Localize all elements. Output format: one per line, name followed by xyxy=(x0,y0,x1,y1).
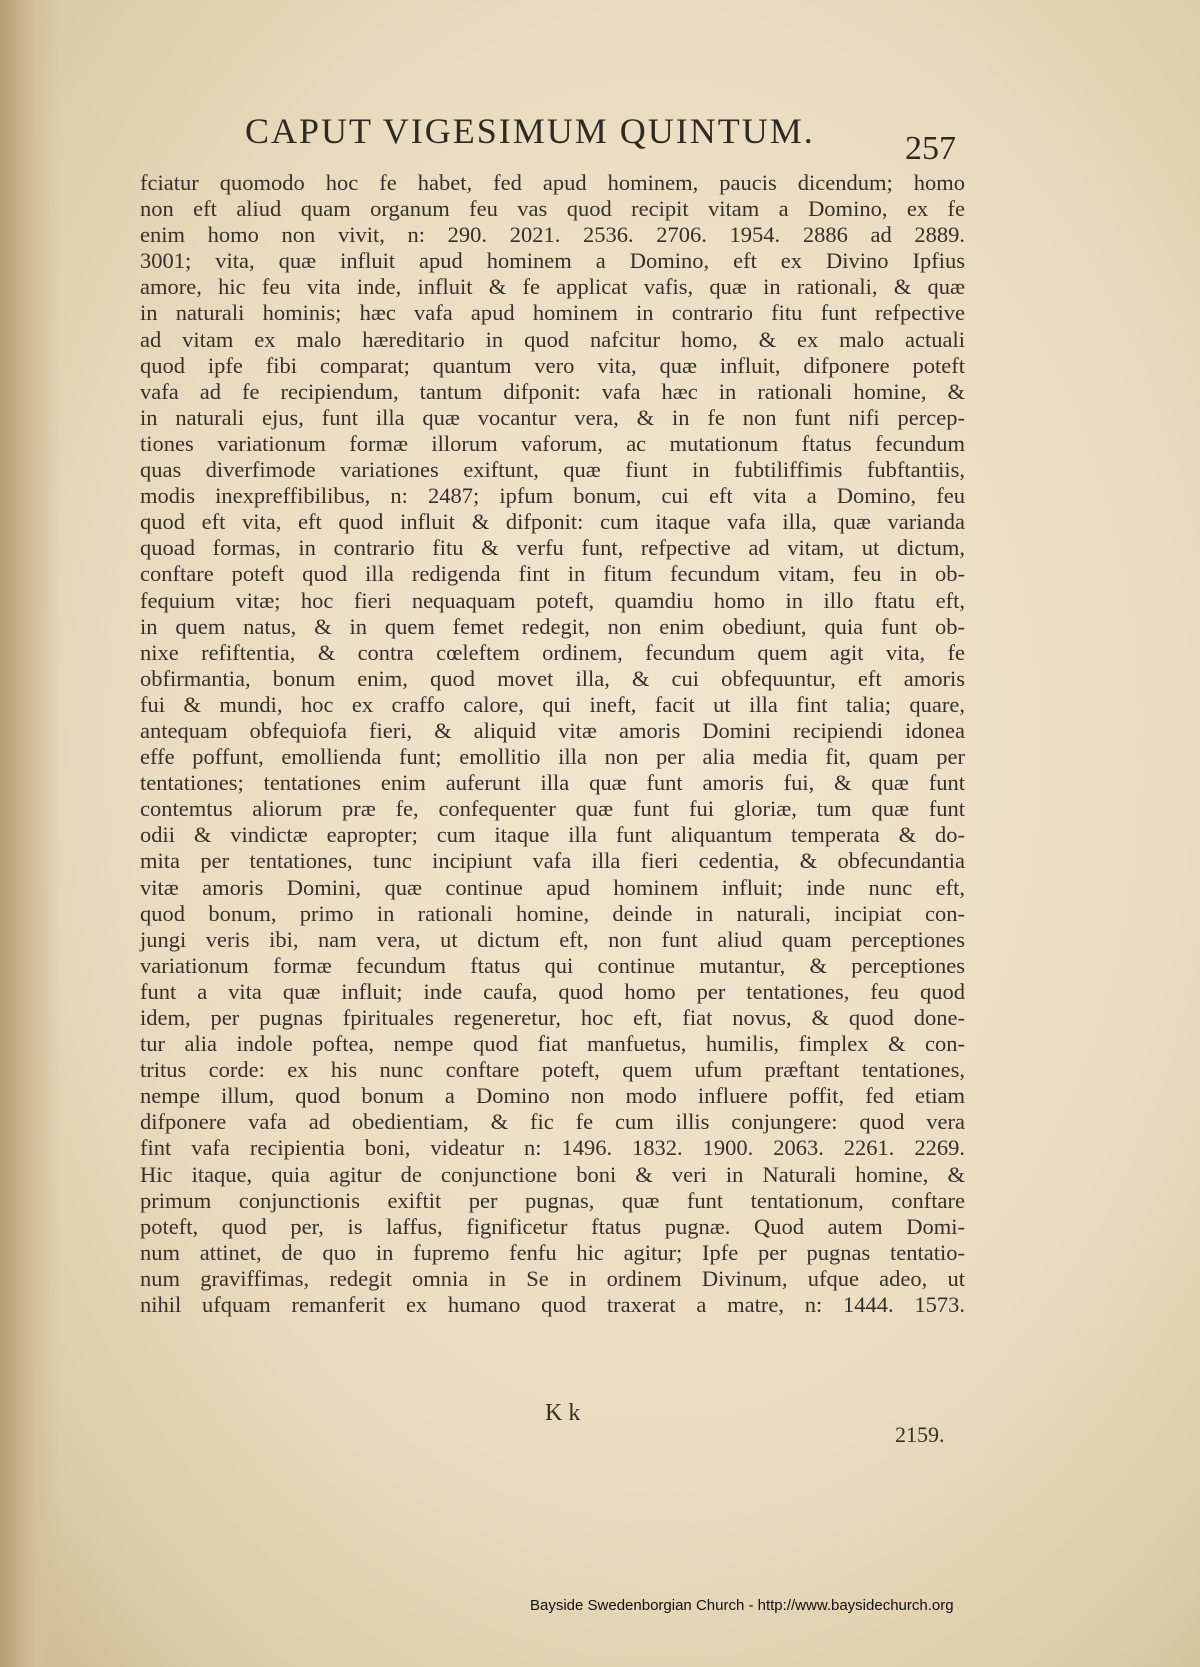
running-title: CAPUT VIGESIMUM QUINTUM. xyxy=(245,111,815,151)
text-line: fciatur quomodo hoc fe habet, fed apud hominem, paucis dicendum; homo xyxy=(140,170,965,195)
text-line: tritus corde: ex his nunc conftare poteft, quem ufum præftant tentationes, xyxy=(140,1057,965,1083)
text-line: quod ipfe fibi comparat; quantum vero vita, quæ influit, difponere poteft xyxy=(140,352,965,378)
page-footer xyxy=(0,1400,1200,1450)
text-line: odii & vindictæ eapropter; cum itaque illa funt aliquantum temperata & do- xyxy=(140,822,965,848)
text-line: difponere vafa ad obedientiam, & fic fe cum illis conjungere: quod vera xyxy=(140,1109,965,1135)
text-line: effe poffunt, emollienda funt; emollitio illa non per alia media fit, quam per xyxy=(140,744,965,770)
text-line: poteft, quod per, is laffus, fignificetur ftatus pugnæ. Quod autem Domi- xyxy=(140,1213,965,1239)
page-number: 257 xyxy=(905,130,956,167)
page-header xyxy=(0,108,1200,168)
text-line: fui & mundi, hoc ex craffo calore, qui ineft, facit ut illa fint talia; quare, xyxy=(140,691,965,717)
text-line: in naturali hominis; hæc vafa apud hominem in contrario fitu funt refpective xyxy=(140,300,965,326)
text-line: primum conjunctionis exiftit per pugnas, quæ funt tentationum, conftare xyxy=(140,1187,965,1213)
text-line: tur alia indole poftea, nempe quod fiat manfuetus, humilis, fimplex & con- xyxy=(140,1031,965,1057)
catchword: 2159. xyxy=(895,1422,945,1447)
text-line: in naturali ejus, funt illa quæ vocantur vera, & in fe non funt nifi percep- xyxy=(140,404,965,430)
text-line: vafa ad fe recipiendum, tantum difponit: vafa hæc in rationali homine, & xyxy=(140,378,965,404)
text-line: conftare poteft quod illa redigenda fint in fitum fecundum vitam, feu in ob- xyxy=(140,561,965,587)
text-line: contemtus aliorum præ fe, confequenter quæ funt fui gloriæ, tum quæ funt xyxy=(140,796,965,822)
text-line: tiones variationum formæ illorum vaforum, ac mutationum ftatus fecundum xyxy=(140,430,965,456)
text-line: variationum formæ fecundum ftatus qui continue mutantur, & perceptiones xyxy=(140,952,965,978)
text-line: mita per tentationes, tunc incipiunt vafa illa fieri cedentia, & obfecundantia xyxy=(140,848,965,874)
text-line: jungi veris ibi, nam vera, ut dictum eft, non funt aliud quam perceptiones xyxy=(140,926,965,952)
text-line: antequam obfequiofa fieri, & aliquid vitæ amoris Domini recipiendi idonea xyxy=(140,717,965,743)
body-text xyxy=(140,170,965,1318)
text-line: quod bonum, primo in rationali homine, deinde in naturali, incipiat con- xyxy=(140,900,965,926)
text-line: tentationes; tentationes enim auferunt illa quæ funt amoris fui, & quæ funt xyxy=(140,770,965,796)
text-line: in quem natus, & in quem femet redegit, non enim obediunt, quia funt ob- xyxy=(140,613,965,639)
text-line: non eft aliud quam organum feu vas quod recipit vitam a Domino, ex fe xyxy=(140,196,965,222)
text-line: ad vitam ex malo hæreditario in quod nafcitur homo, & ex malo actuali xyxy=(140,326,965,352)
signature-mark: K k xyxy=(545,1400,581,1426)
text-line: quod eft vita, eft quod influit & difponit: cum itaque vafa illa, quæ varianda xyxy=(140,509,965,535)
text-line: 3001; vita, quæ influit apud hominem a Domino, eft ex Divino Ipfius xyxy=(140,248,965,274)
text-line: amore, hic feu vita inde, influit & fe applicat vafis, quæ in rationali, & quæ xyxy=(140,274,965,300)
text-line: idem, per pugnas fpirituales regeneretur, hoc eft, fiat novus, & quod done- xyxy=(140,1005,965,1030)
text-line: vitæ amoris Domini, quæ continue apud hominem influit; inde nunc eft, xyxy=(140,874,965,900)
text-line: obfirmantia, bonum enim, quod movet illa, & cui obfequuntur, eft amoris xyxy=(140,665,965,691)
text-line: fint vafa recipientia boni, videatur n: 1496. 1832. 1900. 2063. 2261. 2269. xyxy=(140,1135,965,1161)
text-line: funt a vita quæ influit; inde caufa, quod homo per tentationes, feu quod xyxy=(140,978,965,1004)
text-line: num attinet, de quo in fupremo fenfu hic agitur; Ipfe per pugnas tentatio- xyxy=(140,1239,965,1265)
text-line: quoad formas, in contrario fitu & verfu funt, refpective ad vitam, ut dictum, xyxy=(140,535,965,561)
text-line: fequium vitæ; hoc fieri nequaquam poteft, quamdiu homo in illo ftatu eft, xyxy=(140,587,965,613)
text-line: num graviffimas, redegit omnia in Se in ordinem Divinum, ufque adeo, ut xyxy=(140,1265,965,1291)
watermark: Bayside Swedenborgian Church - http://www.baysidechurch.org xyxy=(530,1597,954,1614)
text-line: Hic itaque, quia agitur de conjunctione boni & veri in Naturali homine, & xyxy=(140,1161,965,1187)
text-line: nihil ufquam remanferit ex humano quod traxerat a matre, n: 1444. 1573. xyxy=(140,1292,965,1318)
text-line: modis inexpreffibilibus, n: 2487; ipfum bonum, cui eft vita a Domino, feu xyxy=(140,483,965,509)
text-line: quas diverfimode variationes exiftunt, quæ fiunt in fubtiliffimis fubftantiis, xyxy=(140,457,965,483)
text-line: enim homo non vivit, n: 290. 2021. 2536. 2706. 1954. 2886 ad 2889. xyxy=(140,222,965,248)
text-line: nixe refiftentia, & contra cœleftem ordinem, fecundum quem agit vita, fe xyxy=(140,639,965,665)
text-line: nempe illum, quod bonum a Domino non modo influere poffit, fed etiam xyxy=(140,1083,965,1109)
